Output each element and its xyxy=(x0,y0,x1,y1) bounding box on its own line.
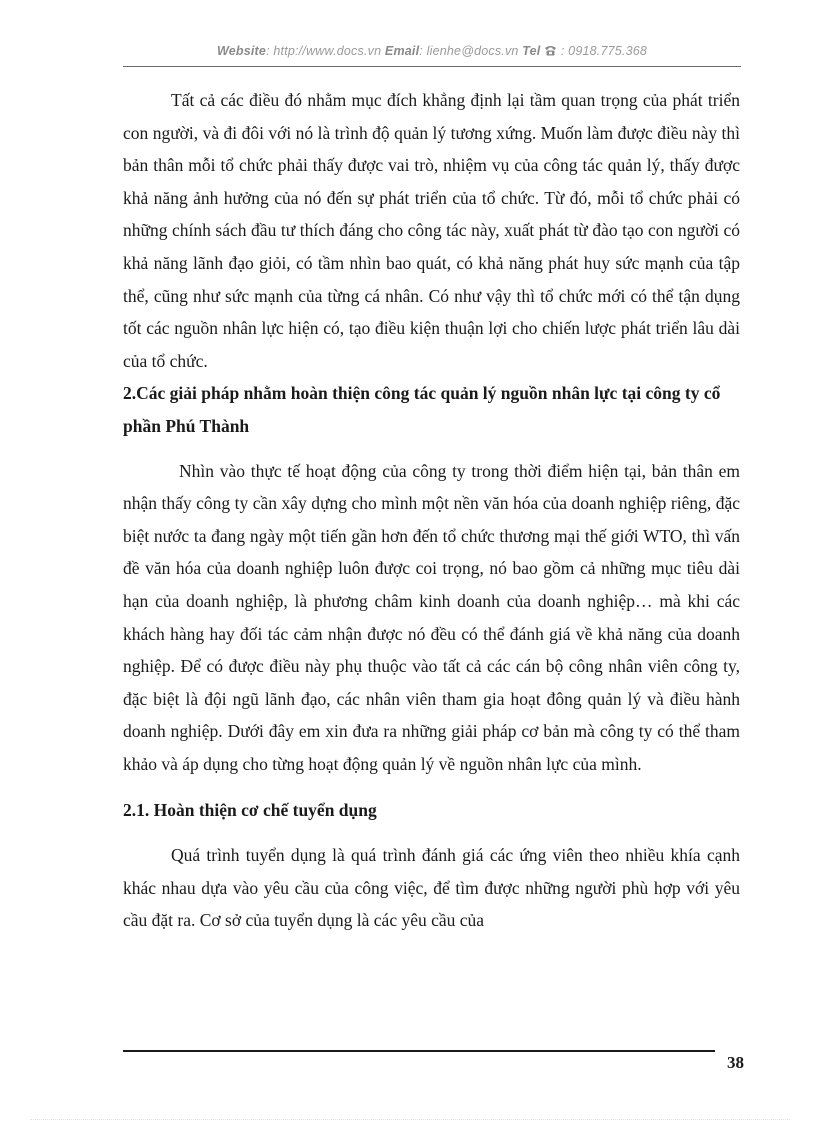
section-heading-2-1: 2.1. Hoàn thiện cơ chế tuyển dụng xyxy=(123,800,377,821)
website-label: Website xyxy=(216,44,267,58)
page-header xyxy=(123,44,741,58)
email-value: : lienhe@docs.vn xyxy=(419,44,519,58)
section-heading-2: 2.Các giải pháp nhằm hoàn thiện công tác quản lý nguồn nhân lực tại công ty cổ phần Phú Thành xyxy=(123,383,721,436)
document-body xyxy=(123,84,740,937)
header-divider xyxy=(123,66,741,67)
footer-divider xyxy=(123,1050,715,1052)
body-paragraph-2: Nhìn vào thực tế hoạt động của công ty trong thời điểm hiện tại, bản thân em nhận thấy công ty cần xây dựng cho mình một nền văn hóa của doanh nghiệp riêng, đặc biệt nước ta đang ngày một tiến gần hơn đến tổ chức thương mại thế giới WTO, thì vấn đề văn hóa của doanh nghiệp luôn được coi trọng, nó bao gồm cả những mục tiêu dài hạn của doanh nghiệp, là phương châm kinh doanh của doanh nghiệp… mà khi các khách hàng hay đối tác cảm nhận được nó đều có thể đánh giá về khả năng của doanh nghiệp. Để có được điều này phụ thuộc vào tất cả các cán bộ công nhân viên công ty, đặc biệt là đội ngũ lãnh đạo, các nhân viên tham gia hoạt đông quản lý và điều hành doanh nghiệp. Dưới đây em xin đưa ra những giải pháp cơ bản mà công ty có thể tham khảo và áp dụng cho từng hoạt động quản lý về nguồn nhân lực của mình. xyxy=(123,460,740,774)
body-paragraph-3: Quá trình tuyển dụng là quá trình đánh giá các ứng viên theo nhiều khía cạnh khác nhau dựa vào yêu cầu của công việc, để tìm được những người phù hợp với yêu cầu đặt ra. Cơ sở của tuyển dụng là các yêu cầu của xyxy=(123,845,740,931)
tel-value: : 0918.775.368 xyxy=(560,44,648,58)
website-value: : http://www.docs.vn xyxy=(266,44,382,58)
body-paragraph-1: Tất cả các điều đó nhằm mục đích khẳng định lại tầm quan trọng của phát triển con người, và đi đôi với nó là trình độ quản lý tương xứng. Muốn làm được điều này thì bản thân mỗi tổ chức phải thấy được vai trò, nhiệm vụ của công tác quản lý, thấy được khả năng ảnh hưởng của nó đến sự phát triển của tổ chức. Từ đó, mỗi tổ chức phải có những chính sách đầu tư thích đáng cho công tác này, xuất phát từ đào tạo con người có khả năng lãnh đạo giỏi, có tầm nhìn bao quát, có khả năng phát huy sức mạnh của tập thể, cũng như sức mạnh của từng cá nhân. Có như vậy thì tổ chức mới có thể tận dụng tốt các nguồn nhân lực hiện có, tạo điều kiện thuận lợi cho chiến lược phát triển lâu dài của tổ chức. xyxy=(123,90,740,371)
telephone-icon xyxy=(544,44,561,58)
tel-label: Tel xyxy=(522,44,541,58)
email-label: Email xyxy=(384,44,420,58)
page-edge-divider xyxy=(30,1119,790,1120)
page-number: 38 xyxy=(727,1053,744,1072)
